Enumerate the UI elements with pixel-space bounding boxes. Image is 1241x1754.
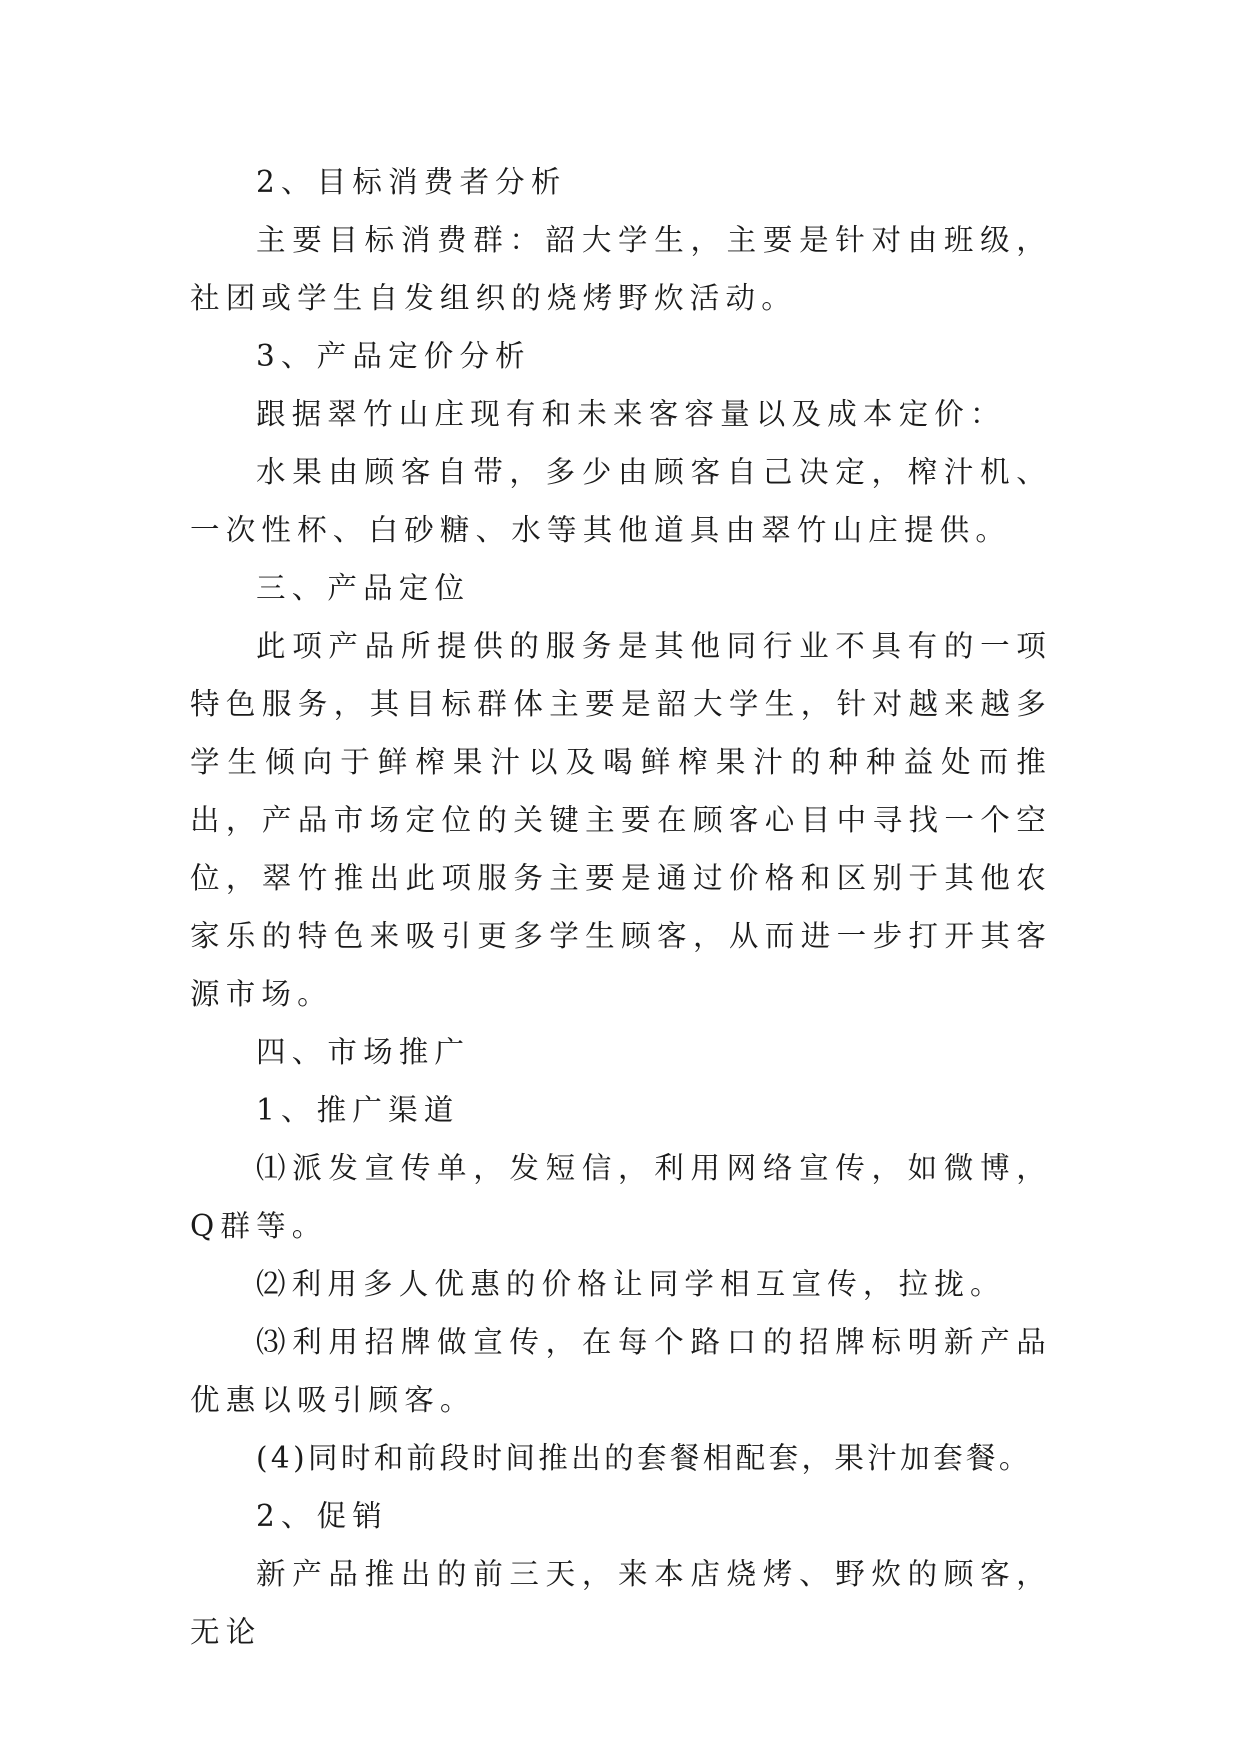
list-item-channel-3: ⑶利用招牌做宣传，在每个路口的招牌标明新产品优惠以吸引顾客。	[190, 1325, 1052, 1417]
paragraph-pricing-basis: 跟据翠竹山庄现有和未来客容量以及成本定价：	[256, 397, 1006, 431]
list-item-channel-4: (4)同时和前段时间推出的套餐相配套，果汁加套餐。	[256, 1441, 1032, 1475]
section-heading-channels: 1、推广渠道	[256, 1093, 460, 1127]
section-heading-target-consumers: 2、目标消费者分析	[256, 165, 567, 199]
paragraph-sales-promotion: 新产品推出的前三天，来本店烧烤、野炊的顾客，无论	[190, 1557, 1052, 1649]
document-page	[190, 153, 1052, 1661]
section-heading-sales-promotion: 2、促销	[256, 1499, 389, 1533]
paragraph-pricing-details: 水果由顾客自带，多少由顾客自己决定，榨汁机、一次性杯、白砂糖、水等其他道具由翠竹山庄提供。	[190, 455, 1052, 547]
paragraph-target-consumers: 主要目标消费群：韶大学生，主要是针对由班级，社团或学生自发组织的烧烤野炊活动。	[190, 223, 1052, 315]
list-item-channel-1: ⑴派发宣传单，发短信，利用网络宣传，如微博，Q群等。	[190, 1151, 1052, 1243]
section-heading-promotion: 四、市场推广	[256, 1035, 471, 1069]
list-item-channel-2: ⑵利用多人优惠的价格让同学相互宣传，拉拢。	[256, 1267, 1006, 1301]
paragraph-positioning: 此项产品所提供的服务是其他同行业不具有的一项特色服务，其目标群体主要是韶大学生，针对越来越多学生倾向于鲜榨果汁以及喝鲜榨果汁的种种益处而推出，产品市场定位的关键主要在顾客心目中寻找一个空位，翠竹推出此项服务主要是通过价格和区别于其他农家乐的特色来吸引更多学生顾客，从而进一步打开其客源市场。	[190, 629, 1052, 1011]
section-heading-positioning: 三、产品定位	[256, 571, 471, 605]
section-heading-pricing: 3、产品定价分析	[256, 339, 531, 373]
